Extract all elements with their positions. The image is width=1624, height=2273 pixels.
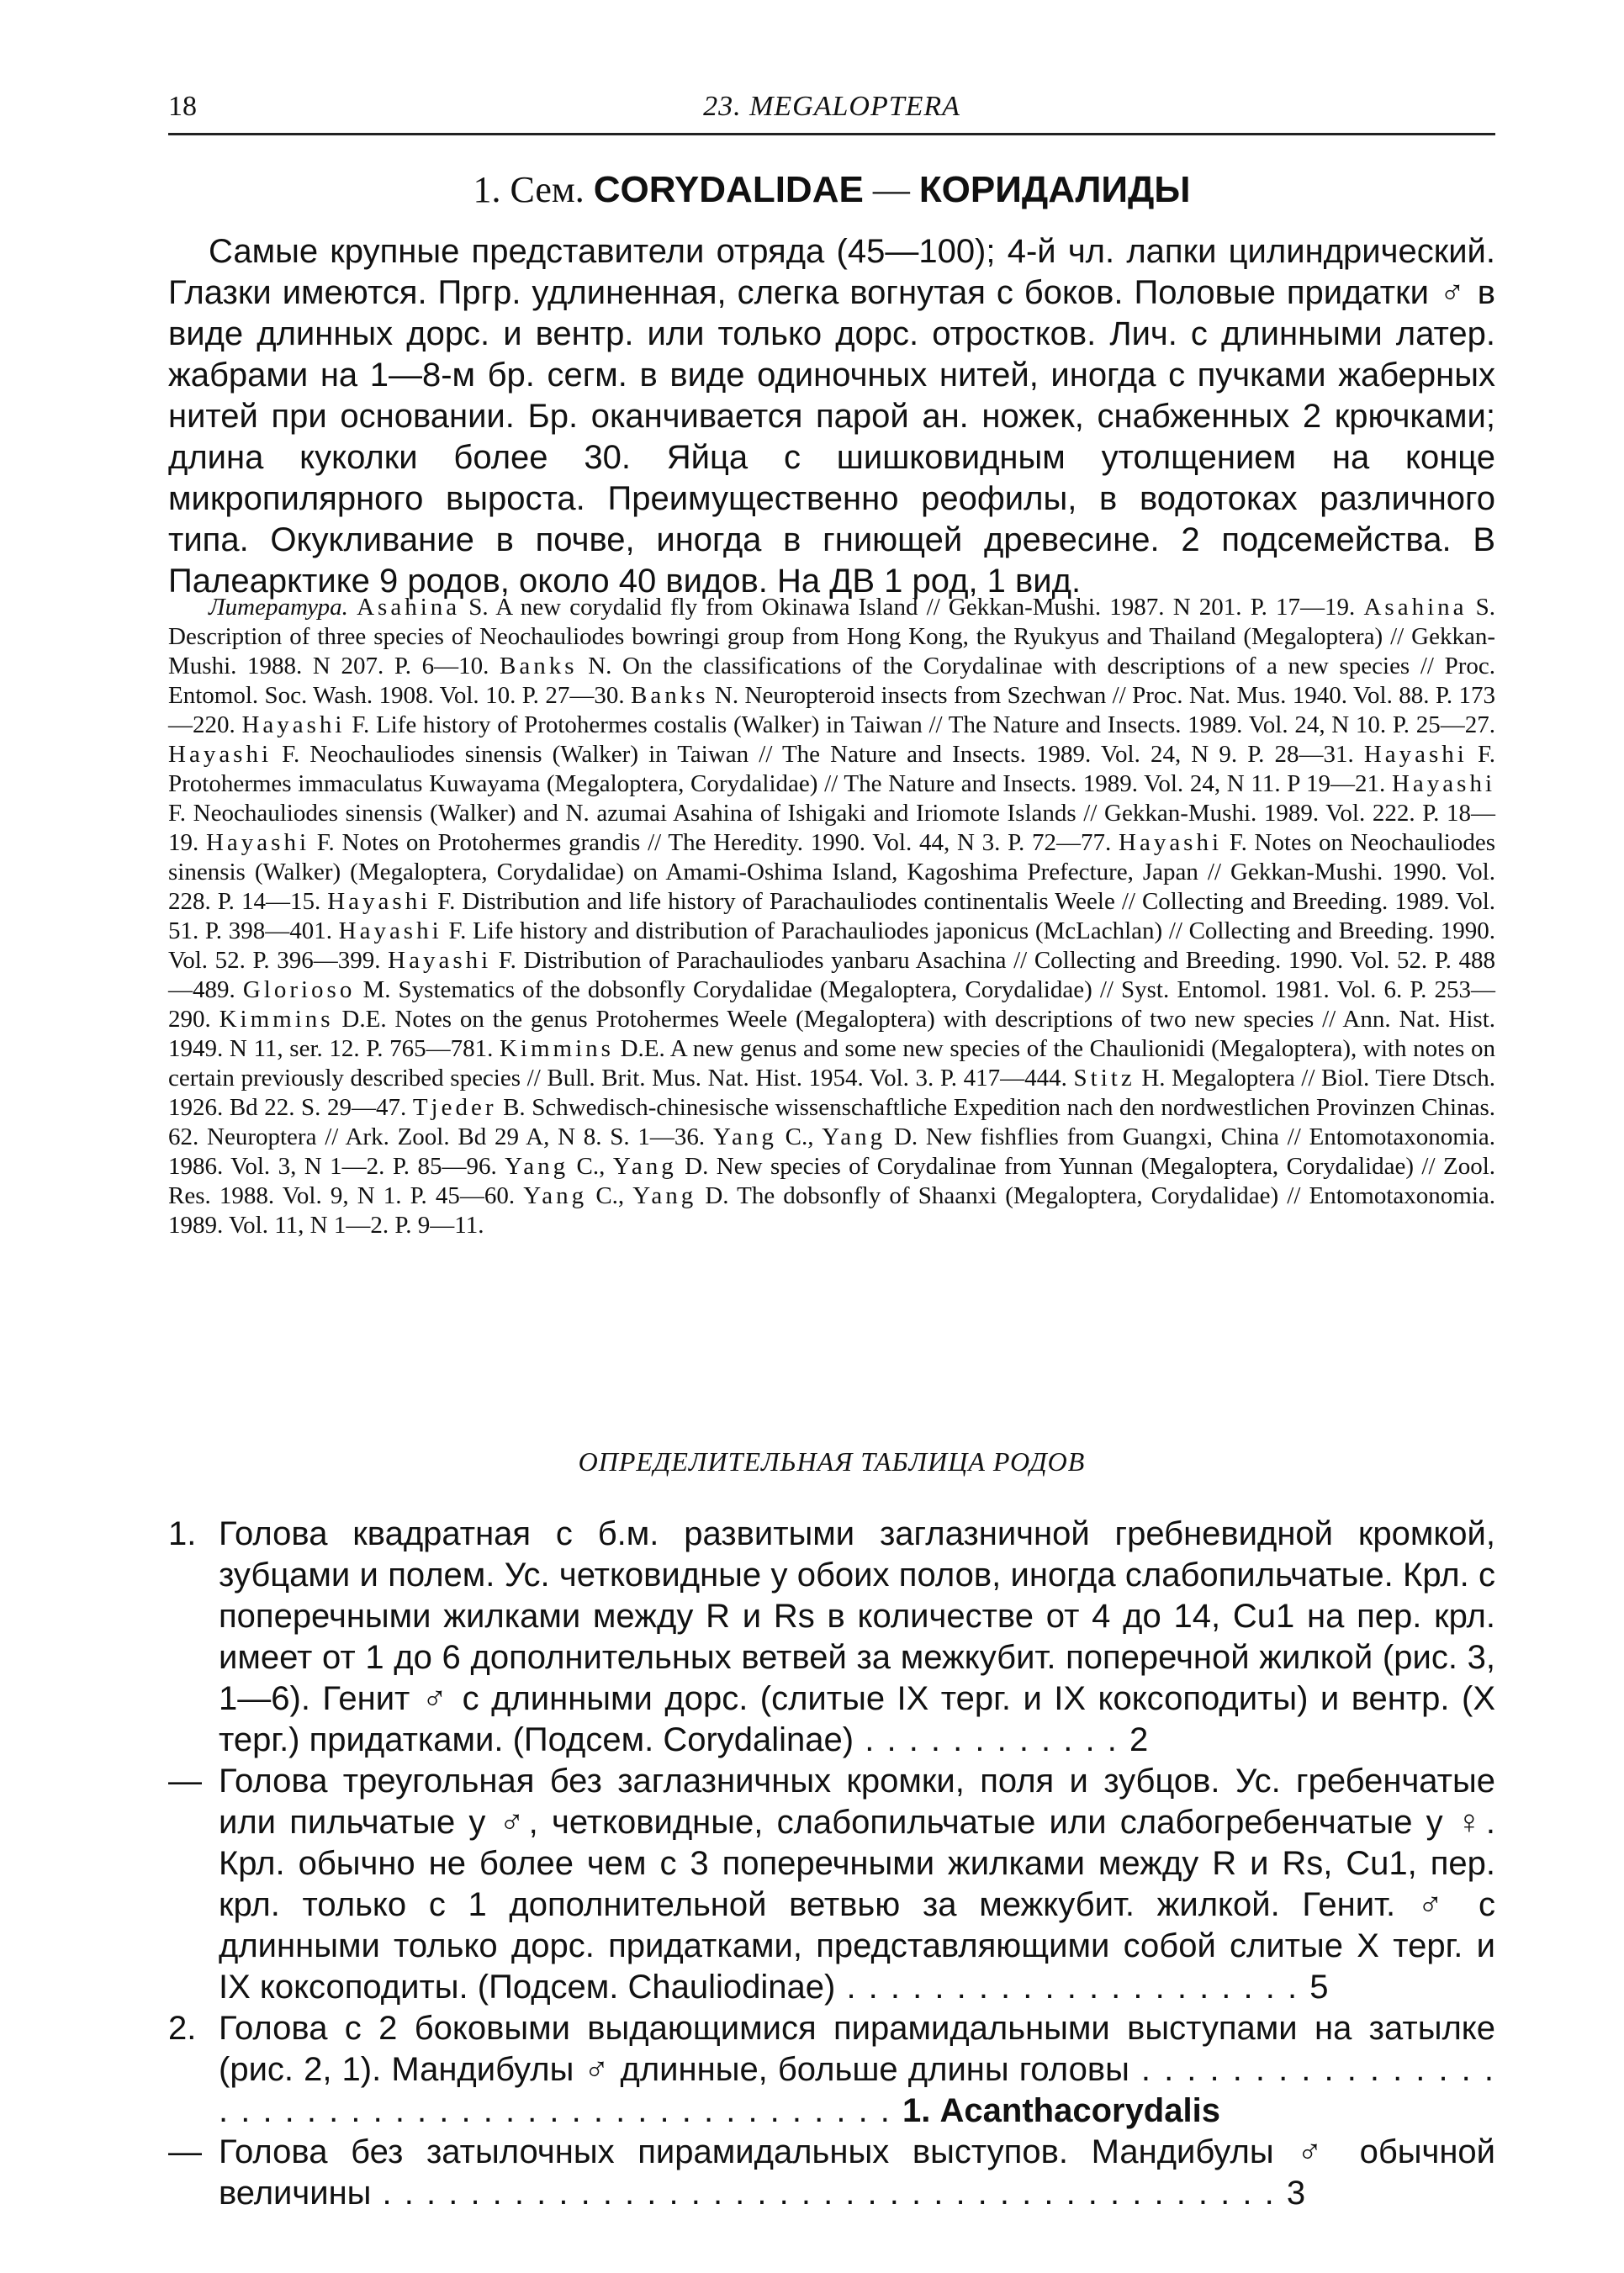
reference-text: S. Description of three species of Neochauliodes bowringi group from Hong Kong, the Ryukyus and Thailand (Megaloptera) // Gekkan-Mushi. 1988. N 207. P. 6—10. [168, 594, 1496, 679]
family-russian-name: КОРИДАЛИДЫ [918, 169, 1191, 210]
couplet-number: 1. [168, 1515, 197, 1552]
reference-text: F. Life history and distribution of Parachauliodes japonicus (McLachlan) // Collecting and Breeding. 1990. Vol. 52. P. 396—399. [168, 917, 1496, 974]
reference-author: Hayashi [338, 917, 442, 944]
identification-key [168, 1514, 1495, 2214]
reference-text: D.E. Notes on the genus Protohermes Weele (Megaloptera) with descriptions of two new species // Ann. Nat. Hist. 1949. N 11, ser. 12. P. 765—781. [168, 1006, 1496, 1062]
reference-author: Yang [632, 1182, 697, 1209]
family-latin-name: CORYDALIDAE [593, 169, 864, 210]
couplet-number: 2. [168, 2010, 197, 2047]
reference-author: Stitz [1073, 1065, 1135, 1092]
reference-text: C., [595, 1182, 633, 1209]
reference-author: Yang [712, 1123, 777, 1150]
reference-author: Hayashi [1391, 770, 1495, 797]
family-dash: — [872, 169, 910, 210]
reference-author: Asahina [1363, 594, 1468, 621]
couplet-target: 3 [1286, 2175, 1306, 2212]
reference-author: Tjeder [412, 1094, 497, 1121]
leader-dots: . . . . . . . . . . . . . . . . . . . . . . . . . . . . . . . . . . . . . . . . . . . . . . . [219, 2051, 1495, 2129]
key-couplet [168, 2132, 1495, 2214]
reference-text: H. Megaloptera // Biol. Tiere Dtsch. 1926. Bd 22. S. 29—47. [168, 1065, 1496, 1121]
reference-author: Banks [500, 653, 578, 679]
reference-author: Kimmins [499, 1035, 614, 1062]
reference-author: Yang [523, 1182, 588, 1209]
couplet-target: 2 [1129, 1721, 1149, 1758]
couplet-number: — [168, 2133, 202, 2170]
reference-author: Yang [822, 1123, 886, 1150]
couplet-text: Голова с 2 боковыми выдающимися пирамидальными выступами на затылке (рис. 2, 1). Мандибулы ♂ длинные, больше длины головы [219, 2010, 1495, 2088]
reference-text: F. Distribution of Parachauliodes yanbaru Asachina // Collecting and Breeding. 1990. Vol. 52. P. 488—489. [168, 947, 1496, 1003]
reference-text: F. Notes on Neochauliodes sinensis (Walker) (Megaloptera, Corydalidae) on Amami-Oshima Island, Kagoshima Prefecture, Japan // Gekkan-Mushi. 1990. Vol. 228. P. 14—15. [168, 829, 1496, 915]
key-couplet [168, 1514, 1495, 1761]
reference-author: Glorioso [242, 976, 356, 1003]
reference-text: M. Systematics of the dobsonfly Corydalidae (Megaloptera, Corydalidae) // Syst. Entomol. 1981. Vol. 6. P. 253—290. [168, 976, 1496, 1033]
reference-text: F. Neochauliodes sinensis (Walker) in Taiwan // The Nature and Insects. 1989. Vol. 24, N 9. P. 28—31. [282, 741, 1354, 768]
reference-text: S. A new corydalid fly from Okinawa Island // Gekkan-Mushi. 1987. N 201. P. 17—19. [468, 594, 1356, 621]
key-couplet [168, 2008, 1495, 2132]
couplet-target: 1. Acanthacorydalis [902, 2092, 1220, 2129]
page-number: 18 [168, 91, 197, 122]
literature-label: Литература. [209, 594, 348, 621]
family-heading [168, 168, 1495, 211]
literature-block [168, 593, 1495, 1240]
couplet-text: Голова треугольная без заглазничных кромки, поля и зубцов. Ус. гребенчатые или пильчатые у ♂, четковидные, слабопильчатые или слабогребенчатые у ♀. Крл. обычно не более чем с 3 поперечными жилками между R и Rs, Cu1, пер. крл. только с 1 дополнительной ветвью за межкубит. жилкой. Генит. ♂ с длинными только дорс. придатками, представляющими собой слитые X терг. и IX коксоподиты. (Подсем. Chauliodinae) [219, 1763, 1495, 2006]
reference-author: Hayashi [327, 888, 431, 915]
reference-text: N. On the classifications of the Corydalinae with descriptions of a new species // Proc. Entomol. Soc. Wash. 1908. Vol. 10. P. 27—30. [168, 653, 1496, 709]
couplet-number: — [168, 1763, 202, 1800]
reference-text: D.E. A new genus and some new species of the Chaulionidi (Megaloptera), with notes on certain previously described species // Bull. Brit. Mus. Nat. Hist. 1954. Vol. 3. P. 417—444. [168, 1035, 1495, 1092]
key-title: ОПРЕДЕЛИТЕЛЬНАЯ ТАБЛИЦА РОДОВ [578, 1446, 1086, 1477]
reference-author: Hayashi [1363, 741, 1468, 768]
reference-text: F. Life history of Protohermes costalis (Walker) in Taiwan // The Nature and Insects. 1989. Vol. 24, N 10. P. 25—27. [352, 711, 1495, 738]
reference-author: Hayashi [241, 711, 346, 738]
reference-author: Yang [505, 1153, 569, 1180]
family-description: Самые крупные представители отряда (45—100); 4-й чл. лапки цилиндрический. Глазки имеются. Пргр. удлиненная, слегка вогнутая с боков. Половые придатки ♂ в виде длинных дорс. и вентр. или только дорс. отростков. Лич. с длинными латер. жабрами на 1—8-м бр. сегм. в виде одиночных нитей, иногда с пучками жаберных нитей при основании. Бр. оканчивается парой ан. ножек, снабженных 2 крючками; длина куколки более 30. Яйца с шишковидным утолщением на конце микропилярного выроста. Преимущественно реофилы, в водотоках различного типа. Окукливание в почве, иногда в гниющей древесине. 2 подсемейства. В Палеарктике 9 родов, около 40 видов. На ДВ 1 род, 1 вид. [168, 233, 1495, 600]
reference-text: C., [576, 1153, 613, 1180]
reference-text: F. Notes on Protohermes grandis // The Heredity. 1990. Vol. 44, N 3. P. 72—77. [316, 829, 1112, 856]
leader-dots: . . . . . . . . . . . . . . . . . . . . . . . . . . . . . . . . . . . . . . . . . [371, 2175, 1287, 2212]
reference-author: Kimmins [219, 1006, 334, 1033]
reference-text: N. Neuropteroid insects from Szechwan // Proc. Nat. Mus. 1940. Vol. 88. P. 173—220. [168, 682, 1496, 738]
leader-dots: . . . . . . . . . . . . . . . . . . . . . [835, 1969, 1310, 2006]
reference-author: Hayashi [168, 741, 272, 768]
running-title: 23. MEGALOPTERA [703, 91, 960, 122]
couplet-text: Голова без затылочных пирамидальных выступов. Мандибулы ♂ обычной величины [219, 2133, 1495, 2212]
reference-author: Asahina [357, 594, 461, 621]
reference-text: F. Distribution and life history of Parachauliodes continentalis Weele // Collecting and Breeding. 1989. Vol. 51. P. 398—401. [168, 888, 1496, 944]
leader-dots: . . . . . . . . . . . . [854, 1721, 1129, 1758]
reference-author: Banks [631, 682, 709, 709]
reference-author: Hayashi [388, 947, 492, 974]
reference-text: F. Protohermes immaculatus Kuwayama (Megaloptera, Corydalidae) // The Nature and Insects. 1989. Vol. 24, N 11. P 19—21. [168, 741, 1496, 797]
running-header [168, 91, 1495, 135]
couplet-text: Голова квадратная с б.м. развитыми заглазничной гребневидной кромкой, зубцами и полем. Ус. четковидные у обоих полов, иногда слабопильчатые. Крл. с поперечными жилками между R и Rs в количестве от 4 до 14, Cu1 на пер. крл. имеет от 1 до 6 дополнительных ветвей за межкубит. поперечной жилкой (рис. 3, 1—6). Генит ♂ с длинными дорс. (слитые IX терг. и IX коксоподиты) и вентр. (X терг.) придатками. (Подсем. Corydalinae) [219, 1515, 1495, 1758]
family-prefix: 1. Сем. [473, 169, 585, 210]
reference-text: B. Schwedisch-chinesische wissenschaftliche Expedition nach den nordwestlichen Provinzen Chinas. 62. Neuroptera // Ark. Zool. Bd 29 A, N 8. S. 1—36. [168, 1094, 1496, 1150]
reference-text: F. Neochauliodes sinensis (Walker) and N. azumai Asahina of Ishigaki and Iriomote Islands // Gekkan-Mushi. 1989. Vol. 222. P. 18—19. [168, 800, 1495, 856]
reference-text: D. New species of Corydalinae from Yunnan (Megaloptera, Corydalidae) // Zool. Res. 1988. Vol. 9, N 1. P. 45—60. [168, 1153, 1495, 1209]
reference-text: D. New fishflies from Guangxi, China // Entomotaxonomia. 1986. Vol. 3, N 1—2. P. 85—96. [168, 1123, 1496, 1180]
reference-author: Hayashi [205, 829, 310, 856]
couplet-target: 5 [1309, 1969, 1329, 2006]
reference-author: Hayashi [1119, 829, 1223, 856]
reference-author: Yang [612, 1153, 677, 1180]
key-couplet [168, 1761, 1495, 2008]
reference-text: D. The dobsonfly of Shaanxi (Megaloptera, Corydalidae) // Entomotaxonomia. 1989. Vol. 11, N 1—2. P. 9—11. [168, 1182, 1496, 1239]
reference-text: C., [785, 1123, 823, 1150]
